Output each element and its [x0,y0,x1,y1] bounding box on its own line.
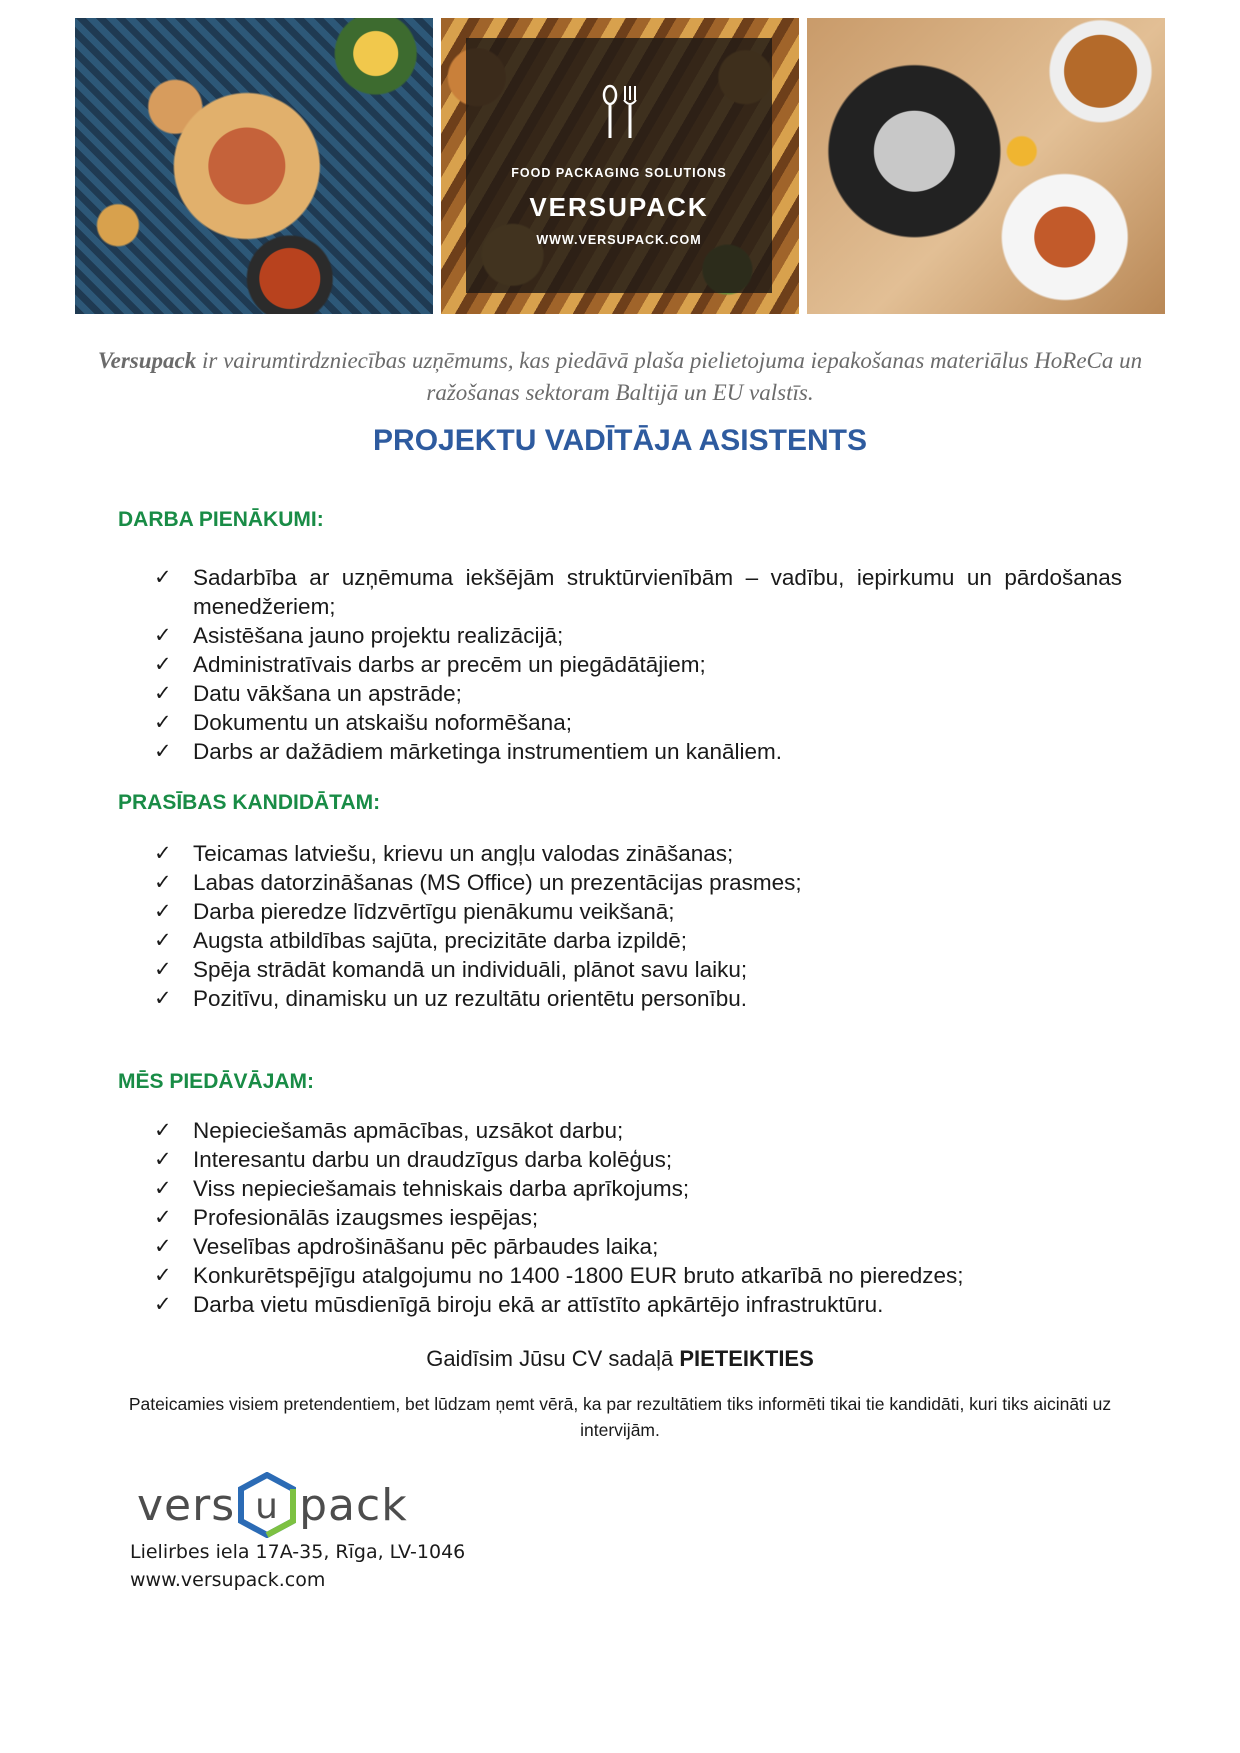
food-photo-containers [807,18,1165,314]
requirements-title: PRASĪBAS KANDIDĀTAM: [118,791,381,814]
offer-list [152,1116,1122,1319]
check-icon: ✓ [154,870,172,894]
company-address [130,1538,465,1594]
header-banner [75,18,1165,314]
logo-text-right: pack [299,1479,408,1531]
requirements-list [152,839,1122,1013]
job-title: PROJEKTU VADĪTĀJA ASISTENTS [373,424,867,457]
intro-text: ir vairumtirdzniecības uzņēmums, kas piedāvā plaša pielietojuma iepakošanas materiālus HoReCa un ražošanas sektoram Baltijā un EU valstīs. [196,348,1143,405]
check-icon: ✓ [154,710,172,734]
list-item: ✓ Dokumentu un atskaišu noformēšana; [154,710,572,735]
list-item: ✓ Labas datorzināšanas (MS Office) un prezentācijas prasmes; [154,870,802,895]
duties-title: DARBA PIENĀKUMI: [118,508,324,531]
check-icon: ✓ [154,565,172,589]
list-item: ✓ Darbs ar dažādiem mārketinga instrumentiem un kanāliem. [154,739,783,764]
list-item: ✓ Administratīvais darbs ar precēm un piegādātājiem; [154,652,706,677]
check-icon: ✓ [154,1176,172,1200]
footer-website[interactable]: www.versupack.com [130,1569,326,1591]
check-icon: ✓ [154,623,172,647]
check-icon: ✓ [154,652,172,676]
call-to-action [0,1346,1240,1372]
list-item: ✓ Augsta atbildības sajūta, precizitāte darba izpildē; [154,928,688,953]
banner-logo-box [466,38,772,293]
list-item: ✓ Pozitīvu, dinamisku un uz rezultātu orientētu personību. [154,986,748,1011]
check-icon: ✓ [154,841,172,865]
list-item: ✓ Sadarbība ar uzņēmuma iekšējām struktūrvienībām – vadību, iepirkumu un pārdošanas menedžeriem; [154,565,1122,619]
check-icon: ✓ [154,1263,172,1287]
logo-text-left: vers [137,1479,236,1531]
food-photo-fries [441,18,799,314]
cta-text: Gaidīsim Jūsu CV sadaļā [426,1346,680,1371]
list-item: ✓ Asistēšana jauno projektu realizācijā; [154,623,564,648]
cta-apply-link[interactable]: PIETEIKTIES [679,1346,814,1371]
list-item: ✓ Konkurētspējīgu atalgojumu no 1400 -1800 EUR bruto atkarībā no pieredzes; [154,1263,964,1288]
check-icon: ✓ [154,739,172,763]
hexagon-logo-icon [237,1472,297,1538]
list-item: ✓ Profesionālās izaugsmes iespējas; [154,1205,539,1230]
check-icon: ✓ [154,957,172,981]
check-icon: ✓ [154,1118,172,1142]
check-icon: ✓ [154,1292,172,1316]
list-item: ✓ Teicamas latviešu, krievu un angļu valodas zināšanas; [154,841,734,866]
check-icon: ✓ [154,1147,172,1171]
duties-list [152,563,1122,766]
list-item: ✓ Interesantu darbu un draudzīgus darba kolēģus; [154,1147,673,1172]
list-item: ✓ Datu vākšana un apstrāde; [154,681,462,706]
list-item: ✓ Darba vietu mūsdienīgā biroju ekā ar attīstīto apkārtējo infrastruktūru. [154,1292,884,1317]
applicant-note: Pateicamies visiem pretendentiem, bet lūdzam ņemt vērā, ka par rezultātiem tiks informēti tikai tie kandidāti, kuri tiks aicināti uz intervijām. [128,1394,1112,1440]
food-photo-bowls [75,18,433,314]
list-item: ✓ Darba pieredze līdzvērtīgu pienākumu veikšanā; [154,899,675,924]
banner-website: WWW.VERSUPACK.COM [536,233,702,247]
list-item: ✓ Nepieciešamās apmācības, uzsākot darbu; [154,1118,624,1143]
list-item: ✓ Veselības apdrošināšanu pēc pārbaudes laika; [154,1234,659,1259]
versupack-logo [137,1470,408,1540]
intro-company-name: Versupack [97,348,197,373]
list-item: ✓ Spēja strādāt komandā un individuāli, plānot savu laiku; [154,957,748,982]
logo-text-mid: u [255,1486,280,1527]
check-icon: ✓ [154,681,172,705]
offer-title: MĒS PIEDĀVĀJAM: [118,1070,315,1093]
banner-tagline: FOOD PACKAGING SOLUTIONS [511,166,727,180]
check-icon: ✓ [154,1234,172,1258]
check-icon: ✓ [154,1205,172,1229]
company-intro [75,345,1165,409]
check-icon: ✓ [154,899,172,923]
cutlery-icon [599,84,639,140]
check-icon: ✓ [154,986,172,1010]
list-item: ✓ Viss nepieciešamais tehniskais darba aprīkojums; [154,1176,690,1201]
address-line: Lielirbes iela 17A-35, Rīga, LV-1046 [130,1541,466,1563]
check-icon: ✓ [154,928,172,952]
banner-brand: VERSUPACK [529,192,709,222]
